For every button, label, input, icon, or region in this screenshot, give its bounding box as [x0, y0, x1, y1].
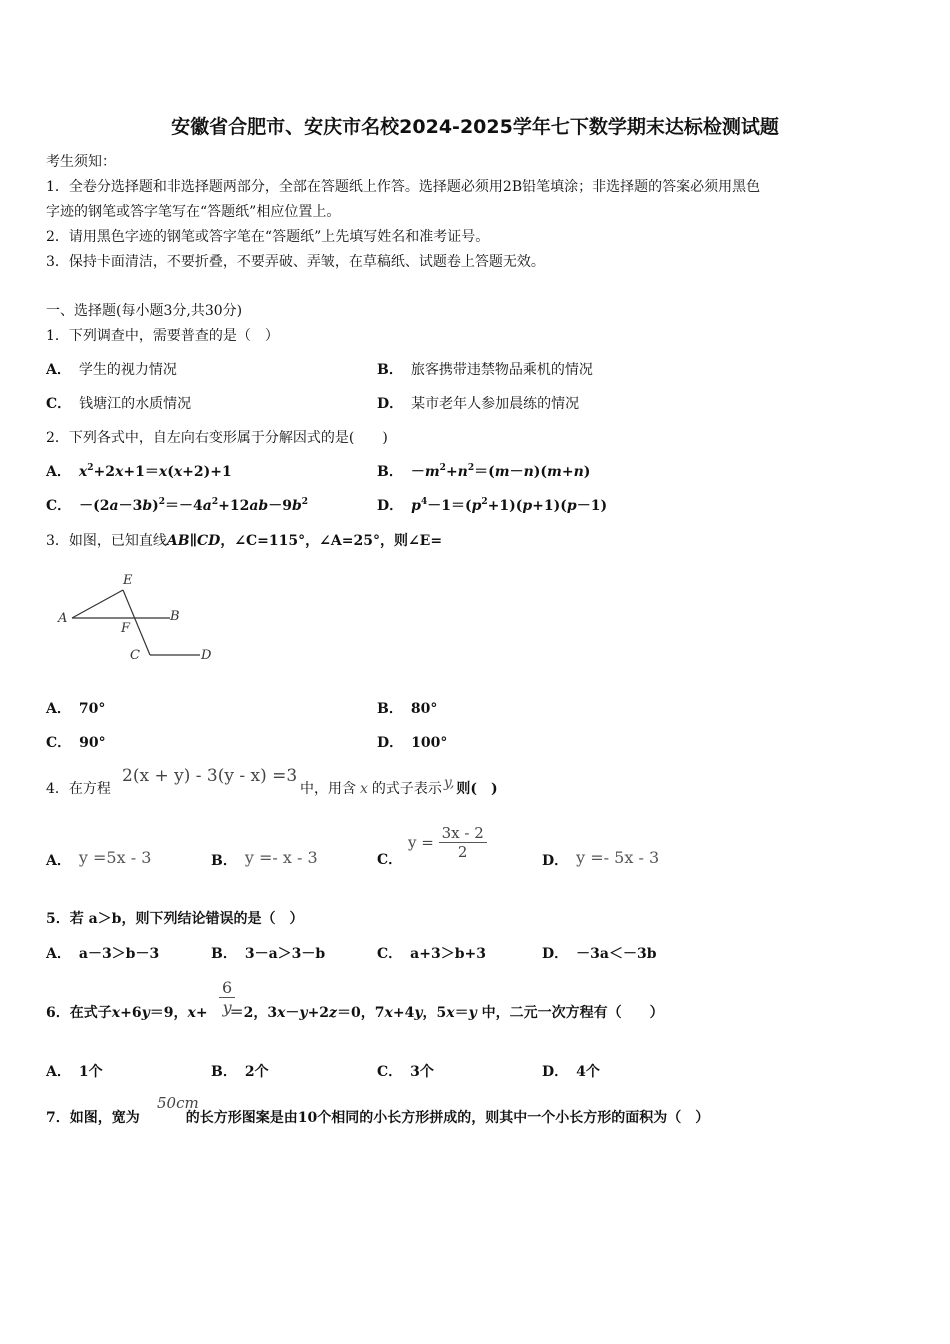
q5-stem: 5．若 a＞b，则下列结论错误的是（ ）	[46, 911, 304, 927]
q2-option-b: B． $-m^2+n^2=(m-n)(m+n)$	[377, 463, 591, 480]
q3-option-c: C． 90°	[46, 735, 106, 751]
q3-figure	[52, 568, 222, 668]
label-f: F	[121, 621, 131, 636]
q4-stem-mid: 中，用含 x 的式子表示 y, 则( )	[300, 775, 498, 797]
q6-fraction: $\frac{6}{y}$	[219, 978, 235, 1017]
q3-option-d: D． 100°	[377, 735, 448, 751]
q1-stem: 1．下列调查中，需要普查的是（ ）	[46, 328, 279, 344]
q4-stem: 4．在方程	[46, 781, 111, 797]
label-e: E	[123, 573, 133, 588]
q1-option-d: D． 某市老年人参加晨练的情况	[377, 396, 580, 412]
q5-option-c: C． a+3＞b+3	[377, 946, 486, 962]
label-b: B	[170, 609, 180, 624]
q5-option-d: D． －3a＜－3b	[542, 946, 657, 962]
q7-width: 50cm	[157, 1094, 199, 1112]
q3-option-b: B． 80°	[377, 701, 438, 717]
q6-stem: 6．在式子x+6y＝9，x+ ＝2，3x－y+2z＝0，7x+4y，5x＝y 中，二元一次方程有（ ）	[46, 1005, 664, 1021]
label-c: C	[130, 648, 140, 663]
q4-equation: 2(x + y) - 3(y - x) =3	[122, 766, 298, 786]
q2-stem: 2．下列各式中，自左向右变形属于分解因式的是( )	[46, 430, 388, 446]
page-title: 安徽省合肥市、安庆市名校2024-2025学年七下数学期末达标检测试题	[171, 116, 779, 138]
q6-option-b: B． 2个	[211, 1064, 269, 1080]
q4-option-a: A． y =5x - 3	[46, 848, 152, 869]
notice-heading: 考生须知：	[46, 154, 116, 170]
q7-stem: 7．如图，宽为 的长方形图案是由10个相同的小长方形拼成的，则其中一个小长方形的面积为（ ）	[46, 1110, 710, 1126]
label-d: D	[201, 648, 212, 663]
notice-line-2: 2．请用黑色字迹的钢笔或答字笔在“答题纸”上先填写姓名和准考证号。	[46, 229, 490, 245]
q6-option-a: A． 1个	[46, 1064, 103, 1080]
q2-option-a: A． $x^2+2x+1=x(x+2)+1$	[46, 463, 232, 480]
notice-line-3: 3．保持卡面清洁，不要折叠，不要弄破、弄皱，在草稿纸、试题卷上答题无效。	[46, 254, 545, 270]
q1-option-b: B． 旅客携带违禁物品乘机的情况	[377, 362, 593, 378]
q1-option-a: A． 学生的视力情况	[46, 362, 177, 378]
q5-option-b: B． 3－a＞3－b	[211, 946, 326, 962]
q2-option-d: D． $p^4-1=(p^2+1)(p+1)(p-1)$	[377, 497, 608, 514]
q4-option-c-math: y = $\frac{3x - 2}{2}$	[408, 824, 487, 861]
q4-option-b: B． y =- x - 3	[211, 848, 318, 869]
notice-line-1: 1．全卷分选择题和非选择题两部分，全部在答题纸上作答。选择题必须用2B铅笔填涂；非选择题的答案必须用黑色	[46, 179, 761, 195]
q1-option-c: C． 钱塘江的水质情况	[46, 396, 192, 412]
q4-option-c: C．	[377, 852, 403, 868]
notice-line-1-cont: 字迹的钢笔或答字笔写在“答题纸”相应位置上。	[46, 204, 341, 220]
q3-stem: 3．如图，已知直线AB∥CD，∠C=115°，∠A=25°，则∠E=	[46, 533, 443, 549]
section-heading: 一、选择题(每小题3分,共30分)	[46, 303, 243, 319]
q2-option-c: C． $-(2a-3b)^2=-4a^2+12ab-9b^2$	[46, 497, 309, 514]
q3-option-a: A． 70°	[46, 701, 106, 717]
q4-option-d: D． y =- 5x - 3	[542, 848, 660, 869]
q5-option-a: A． a－3＞b－3	[46, 946, 160, 962]
q6-option-c: C． 3个	[377, 1064, 434, 1080]
q6-option-d: D． 4个	[542, 1064, 600, 1080]
label-a: A	[58, 611, 68, 626]
